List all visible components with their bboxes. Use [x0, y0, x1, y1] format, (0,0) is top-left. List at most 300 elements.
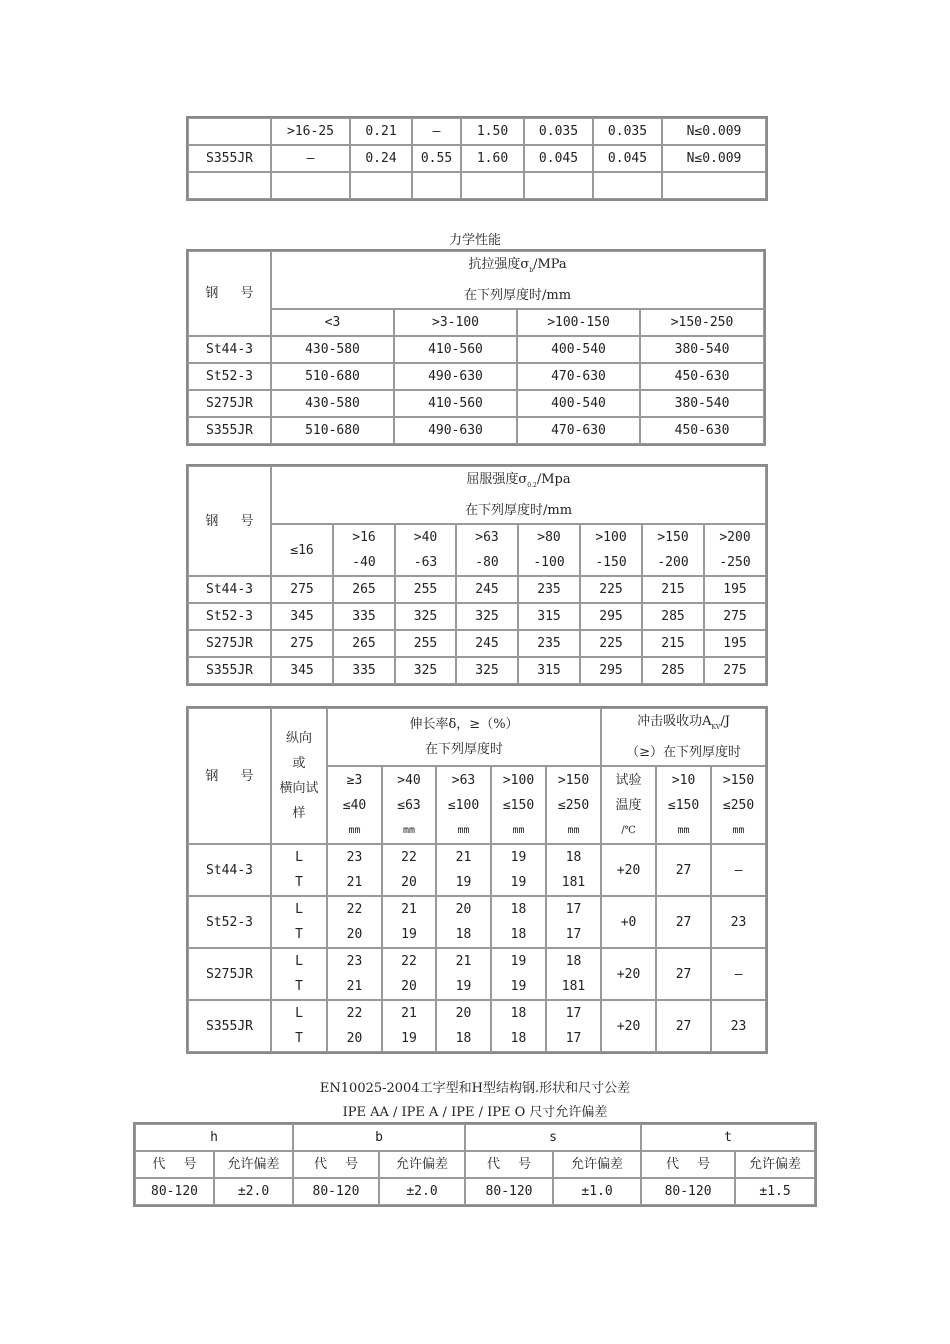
value-cell: 0.24 — [350, 145, 412, 172]
column-header — [546, 766, 601, 844]
value-cell: 345 — [271, 657, 333, 684]
grade-header: 钢 号 — [188, 251, 271, 336]
col-line: ≤100 — [447, 797, 480, 813]
value-cell: 410-560 — [394, 390, 517, 417]
impact-unit: /J — [720, 714, 730, 729]
value-cell: 235 — [518, 576, 580, 603]
grade-cell: S355JR — [188, 145, 271, 172]
elongation-body — [188, 708, 766, 1052]
column-header-row — [188, 524, 766, 576]
grade-cell: St44-3 — [188, 336, 271, 363]
table-row — [188, 576, 766, 603]
column-header — [491, 766, 546, 844]
value-cell: 510-680 — [271, 417, 394, 444]
value-cell — [491, 844, 546, 896]
table-row — [188, 417, 764, 444]
tolerance-header: 允许偏差 — [379, 1151, 465, 1178]
empty-cell — [350, 172, 412, 199]
val-line: 17 — [565, 1031, 582, 1046]
value-cell: 400-540 — [517, 390, 640, 417]
impact-cell: 27 — [656, 844, 711, 896]
table-row — [188, 603, 766, 630]
value-cell: 450-630 — [640, 363, 764, 390]
column-header — [382, 766, 436, 844]
table-row — [188, 1000, 766, 1052]
value-cell: 325 — [456, 657, 518, 684]
col-line: ≤40 — [342, 797, 367, 813]
column-header-top: ≤16 — [290, 542, 314, 558]
tensile-body — [188, 251, 764, 444]
group-header-b: b — [293, 1124, 465, 1151]
col-line: mm — [457, 824, 470, 836]
column-header-top: >40 — [413, 530, 438, 545]
value-cell: 215 — [642, 630, 704, 657]
sigma-subscript: 0.2 — [527, 482, 537, 489]
val-line: 23 — [346, 850, 363, 865]
thickness-caption: 在下列厚度时/mm — [465, 503, 573, 518]
table-row — [188, 118, 766, 145]
column-header-bottom: -100 — [533, 555, 565, 570]
value-cell: 325 — [395, 603, 456, 630]
value-cell: 1.50 — [461, 118, 524, 145]
column-header-top: >63 — [475, 530, 499, 545]
code-cell: 80-120 — [135, 1178, 214, 1205]
value-cell: 325 — [395, 657, 456, 684]
column-header-row — [135, 1151, 815, 1178]
column-header — [518, 524, 580, 576]
direction-cell — [271, 844, 327, 896]
impact-cell: 23 — [711, 896, 766, 948]
temperature-cell: +0 — [601, 896, 656, 948]
value-cell: 295 — [580, 603, 642, 630]
group-header-h: h — [135, 1124, 293, 1151]
column-header-row — [188, 309, 764, 336]
empty-cell — [412, 172, 461, 199]
tolerance-cell: ±2.0 — [214, 1178, 293, 1205]
val-line: 19 — [455, 875, 472, 890]
dir-line: T — [295, 875, 303, 890]
tolerance-section-title: EN10025-2004工字型和H型结构钢.形状和尺寸公差 — [319, 1081, 631, 1096]
dir-line: L — [295, 954, 303, 969]
table-row — [188, 896, 766, 948]
value-cell — [546, 844, 601, 896]
value-cell: 265 — [333, 630, 395, 657]
impact-cell: 27 — [656, 948, 711, 1000]
val-line: 18 — [565, 850, 582, 865]
direction-header-line: 样 — [292, 806, 306, 821]
col-line: >150 — [557, 772, 590, 788]
val-line: 18 — [510, 902, 527, 917]
val-line: 18 — [510, 1031, 527, 1046]
composition-body — [188, 118, 766, 199]
dimension-tolerance-table — [133, 1122, 817, 1207]
impact-subscript: KV — [711, 724, 721, 731]
col-line: 温度 — [615, 797, 642, 813]
grade-cell: S275JR — [188, 390, 271, 417]
value-cell — [491, 1000, 546, 1052]
value-cell: 0.045 — [524, 145, 593, 172]
header-row — [188, 466, 766, 524]
table-row — [188, 630, 766, 657]
tensile-label: 抗拉强度σ — [468, 257, 530, 272]
dir-line: L — [295, 902, 303, 917]
value-cell — [436, 948, 491, 1000]
mechanical-properties-title: 力学性能 — [448, 233, 501, 248]
value-cell: 1.60 — [461, 145, 524, 172]
temperature-cell: +20 — [601, 844, 656, 896]
code-cell: 80-120 — [641, 1178, 735, 1205]
value-cell: 245 — [456, 576, 518, 603]
val-line: 181 — [561, 979, 586, 994]
value-cell — [436, 896, 491, 948]
column-header — [327, 766, 382, 844]
value-cell: 0.55 — [412, 145, 461, 172]
temperature-cell: +20 — [601, 1000, 656, 1052]
grade-header: 钢 号 — [188, 708, 271, 844]
tolerance-cell: ±1.0 — [553, 1178, 641, 1205]
col-line: >63 — [451, 772, 476, 788]
col-line: mm — [512, 824, 525, 836]
value-cell — [382, 844, 436, 896]
dir-line: T — [295, 1031, 303, 1046]
yield-strength-table — [186, 464, 768, 686]
value-cell: 430-580 — [271, 390, 394, 417]
elongation-label: 伸长率δ，≥（%） — [409, 717, 519, 732]
column-header — [333, 524, 395, 576]
tolerance-body — [135, 1124, 815, 1205]
tolerance-cell: ±2.0 — [379, 1178, 465, 1205]
table-row — [188, 844, 766, 896]
sigma-subscript: b — [529, 267, 534, 274]
value-cell: 245 — [456, 630, 518, 657]
column-header — [580, 524, 642, 576]
val-line: 22 — [401, 850, 417, 865]
col-line: >150 — [722, 772, 755, 788]
column-header-top: >200 — [719, 530, 751, 545]
thickness-caption: 在下列厚度时 — [425, 742, 504, 757]
value-cell — [327, 948, 382, 1000]
impact-label: 冲击吸收功A — [637, 714, 712, 729]
value-cell: 215 — [642, 576, 704, 603]
value-cell: 315 — [518, 657, 580, 684]
val-line: 21 — [401, 1006, 417, 1021]
column-header-top: >80 — [537, 530, 561, 545]
value-cell: 225 — [580, 630, 642, 657]
elongation-impact-table — [186, 706, 768, 1054]
empty-cell — [593, 172, 662, 199]
column-header-top: >100 — [595, 530, 627, 545]
tensile-header-line1 — [272, 252, 763, 283]
thickness-caption: （≥）在下列厚度时 — [626, 745, 742, 760]
val-line: 21 — [346, 979, 363, 994]
column-header — [711, 766, 766, 844]
value-cell: 380-540 — [640, 390, 764, 417]
col-line: ≤150 — [502, 797, 535, 813]
value-cell: 410-560 — [394, 336, 517, 363]
column-header: >150-250 — [640, 309, 764, 336]
col-line: >100 — [502, 772, 535, 788]
col-line: mm — [567, 824, 580, 836]
temperature-cell: +20 — [601, 948, 656, 1000]
thickness-cell: — — [271, 145, 350, 172]
val-line: 22 — [401, 954, 417, 969]
col-line: >10 — [671, 772, 696, 788]
val-line: 18 — [455, 927, 472, 942]
val-line: 181 — [561, 875, 586, 890]
val-line: 22 — [346, 1006, 363, 1021]
value-cell — [546, 896, 601, 948]
column-header: >100-150 — [517, 309, 640, 336]
value-cell: 225 — [580, 576, 642, 603]
value-cell: 380-540 — [640, 336, 764, 363]
col-line: ≤250 — [557, 797, 590, 813]
val-line: 19 — [510, 979, 527, 994]
value-cell — [327, 1000, 382, 1052]
grade-cell: St52-3 — [188, 896, 271, 948]
empty-cell — [662, 172, 766, 199]
value-cell: 285 — [642, 603, 704, 630]
value-cell: 470-630 — [517, 417, 640, 444]
col-line: mm — [732, 824, 745, 836]
impact-cell: 23 — [711, 1000, 766, 1052]
code-header: 代 号 — [293, 1151, 379, 1178]
thickness-cell: >16-25 — [271, 118, 350, 145]
value-cell: 275 — [271, 630, 333, 657]
val-line: 19 — [510, 954, 527, 969]
impact-header-line1 — [602, 709, 765, 740]
direction-cell — [271, 948, 327, 1000]
value-cell: 345 — [271, 603, 333, 630]
value-cell: 400-540 — [517, 336, 640, 363]
value-cell: 0.035 — [524, 118, 593, 145]
val-line: 21 — [346, 875, 363, 890]
impact-cell: — — [711, 844, 766, 896]
column-header — [271, 524, 333, 576]
col-line: 试验 — [615, 772, 642, 788]
yield-body — [188, 466, 766, 684]
table-row — [188, 145, 766, 172]
group-header-s: s — [465, 1124, 641, 1151]
value-cell — [382, 948, 436, 1000]
table-row — [188, 172, 766, 199]
value-cell — [546, 1000, 601, 1052]
empty-cell — [461, 172, 524, 199]
val-line: 20 — [401, 875, 417, 890]
grade-cell: St52-3 — [188, 363, 271, 390]
val-line: 20 — [346, 1031, 363, 1046]
thickness-caption: 在下列厚度时/mm — [464, 288, 572, 303]
val-line: 19 — [510, 850, 527, 865]
val-line: 19 — [455, 979, 472, 994]
val-line: 20 — [401, 979, 417, 994]
column-header: <3 — [271, 309, 394, 336]
val-line: 20 — [346, 927, 363, 942]
col-line: mm — [348, 824, 361, 836]
empty-cell — [271, 172, 350, 199]
value-cell: — — [412, 118, 461, 145]
grade-cell: St44-3 — [188, 576, 271, 603]
value-cell — [491, 948, 546, 1000]
tensile-strength-table — [186, 249, 766, 446]
column-header-top: >150 — [657, 530, 689, 545]
col-line: mm — [402, 824, 416, 836]
yield-header-line1 — [272, 467, 765, 498]
code-header: 代 号 — [641, 1151, 735, 1178]
column-header — [456, 524, 518, 576]
table-row — [188, 390, 764, 417]
code-cell: 80-120 — [293, 1178, 379, 1205]
val-line: 17 — [565, 1006, 582, 1021]
dir-line: L — [295, 850, 303, 865]
dir-line: T — [295, 979, 303, 994]
column-header — [436, 766, 491, 844]
impact-cell: 27 — [656, 1000, 711, 1052]
impact-header — [601, 708, 766, 766]
table-row — [135, 1178, 815, 1205]
value-cell: 335 — [333, 657, 395, 684]
value-cell: 490-630 — [394, 417, 517, 444]
impact-cell: 27 — [656, 896, 711, 948]
value-cell: N≤0.009 — [662, 118, 766, 145]
val-line: 17 — [565, 927, 582, 942]
composition-table — [186, 116, 768, 201]
value-cell — [546, 948, 601, 1000]
grade-cell — [188, 118, 271, 145]
table-row — [188, 948, 766, 1000]
value-cell: 255 — [395, 576, 456, 603]
group-header-t: t — [641, 1124, 815, 1151]
grade-cell: S275JR — [188, 630, 271, 657]
val-line: 19 — [510, 875, 527, 890]
value-cell: 510-680 — [271, 363, 394, 390]
value-cell: 195 — [704, 630, 766, 657]
val-line: 21 — [455, 954, 472, 969]
column-header-bottom: -250 — [719, 555, 751, 570]
value-cell: 470-630 — [517, 363, 640, 390]
direction-header-line: 或 — [292, 756, 306, 771]
tensile-header — [271, 251, 764, 309]
val-line: 21 — [401, 902, 417, 917]
value-cell: 255 — [395, 630, 456, 657]
val-line: 17 — [565, 902, 582, 917]
col-line: ≤150 — [667, 797, 700, 813]
empty-cell — [188, 172, 271, 199]
code-cell: 80-120 — [465, 1178, 553, 1205]
value-cell: 285 — [642, 657, 704, 684]
value-cell: N≤0.009 — [662, 145, 766, 172]
empty-cell — [524, 172, 593, 199]
direction-cell — [271, 896, 327, 948]
value-cell — [491, 896, 546, 948]
value-cell: 275 — [704, 603, 766, 630]
value-cell: 430-580 — [271, 336, 394, 363]
group-header-row — [135, 1124, 815, 1151]
value-cell: 295 — [580, 657, 642, 684]
table-row — [188, 363, 764, 390]
direction-cell — [271, 1000, 327, 1052]
val-line: 23 — [346, 954, 363, 969]
col-line: mm — [677, 824, 690, 836]
value-cell — [327, 844, 382, 896]
value-cell: 0.045 — [593, 145, 662, 172]
val-line: 22 — [346, 902, 363, 917]
value-cell — [436, 1000, 491, 1052]
val-line: 19 — [401, 1031, 417, 1046]
value-cell — [382, 1000, 436, 1052]
val-line: 18 — [455, 1031, 472, 1046]
grade-cell: S355JR — [188, 1000, 271, 1052]
value-cell: 265 — [333, 576, 395, 603]
column-header-bottom: -63 — [413, 555, 438, 570]
col-line: ≤63 — [397, 797, 421, 813]
value-cell: 490-630 — [394, 363, 517, 390]
column-header — [656, 766, 711, 844]
dir-line: T — [295, 927, 303, 942]
value-cell — [382, 896, 436, 948]
value-cell: 275 — [704, 657, 766, 684]
code-header: 代 号 — [465, 1151, 553, 1178]
column-header-bottom: -200 — [657, 555, 689, 570]
column-header-bottom: -40 — [352, 555, 376, 570]
value-cell: 335 — [333, 603, 395, 630]
code-header: 代 号 — [135, 1151, 214, 1178]
value-cell — [436, 844, 491, 896]
direction-header-line: 横向试 — [279, 781, 319, 796]
column-header — [601, 766, 656, 844]
val-line: 21 — [455, 850, 472, 865]
value-cell: 275 — [271, 576, 333, 603]
header-row — [188, 251, 764, 309]
value-cell: 315 — [518, 603, 580, 630]
tolerance-header: 允许偏差 — [735, 1151, 815, 1178]
column-header-bottom: -150 — [595, 555, 627, 570]
column-header — [642, 524, 704, 576]
val-line: 18 — [510, 927, 527, 942]
column-header — [395, 524, 456, 576]
value-cell: 450-630 — [640, 417, 764, 444]
grade-cell: St44-3 — [188, 844, 271, 896]
col-line: /℃ — [621, 824, 636, 836]
value-cell: 0.035 — [593, 118, 662, 145]
value-cell: 325 — [456, 603, 518, 630]
tensile-unit: /MPa — [533, 257, 567, 272]
val-line: 18 — [510, 1006, 527, 1021]
column-header-top: >16 — [352, 530, 376, 545]
table-row — [188, 336, 764, 363]
header-row — [188, 708, 766, 766]
val-line: 18 — [565, 954, 582, 969]
direction-header — [271, 708, 327, 844]
val-line: 19 — [401, 927, 417, 942]
value-cell: 0.21 — [350, 118, 412, 145]
grade-cell: St52-3 — [188, 603, 271, 630]
tolerance-header: 允许偏差 — [553, 1151, 641, 1178]
yield-label: 屈服强度σ — [466, 472, 528, 487]
elongation-header — [327, 708, 601, 766]
direction-header-line: 纵向 — [285, 731, 312, 746]
val-line: 20 — [455, 902, 472, 917]
grade-header: 钢 号 — [188, 466, 271, 576]
impact-cell: — — [711, 948, 766, 1000]
tolerance-cell: ±1.5 — [735, 1178, 815, 1205]
val-line: 20 — [455, 1006, 472, 1021]
col-line: >40 — [397, 772, 421, 788]
yield-header — [271, 466, 766, 524]
value-cell — [327, 896, 382, 948]
dir-line: L — [295, 1006, 303, 1021]
column-header-bottom: -80 — [475, 555, 499, 570]
column-header — [704, 524, 766, 576]
